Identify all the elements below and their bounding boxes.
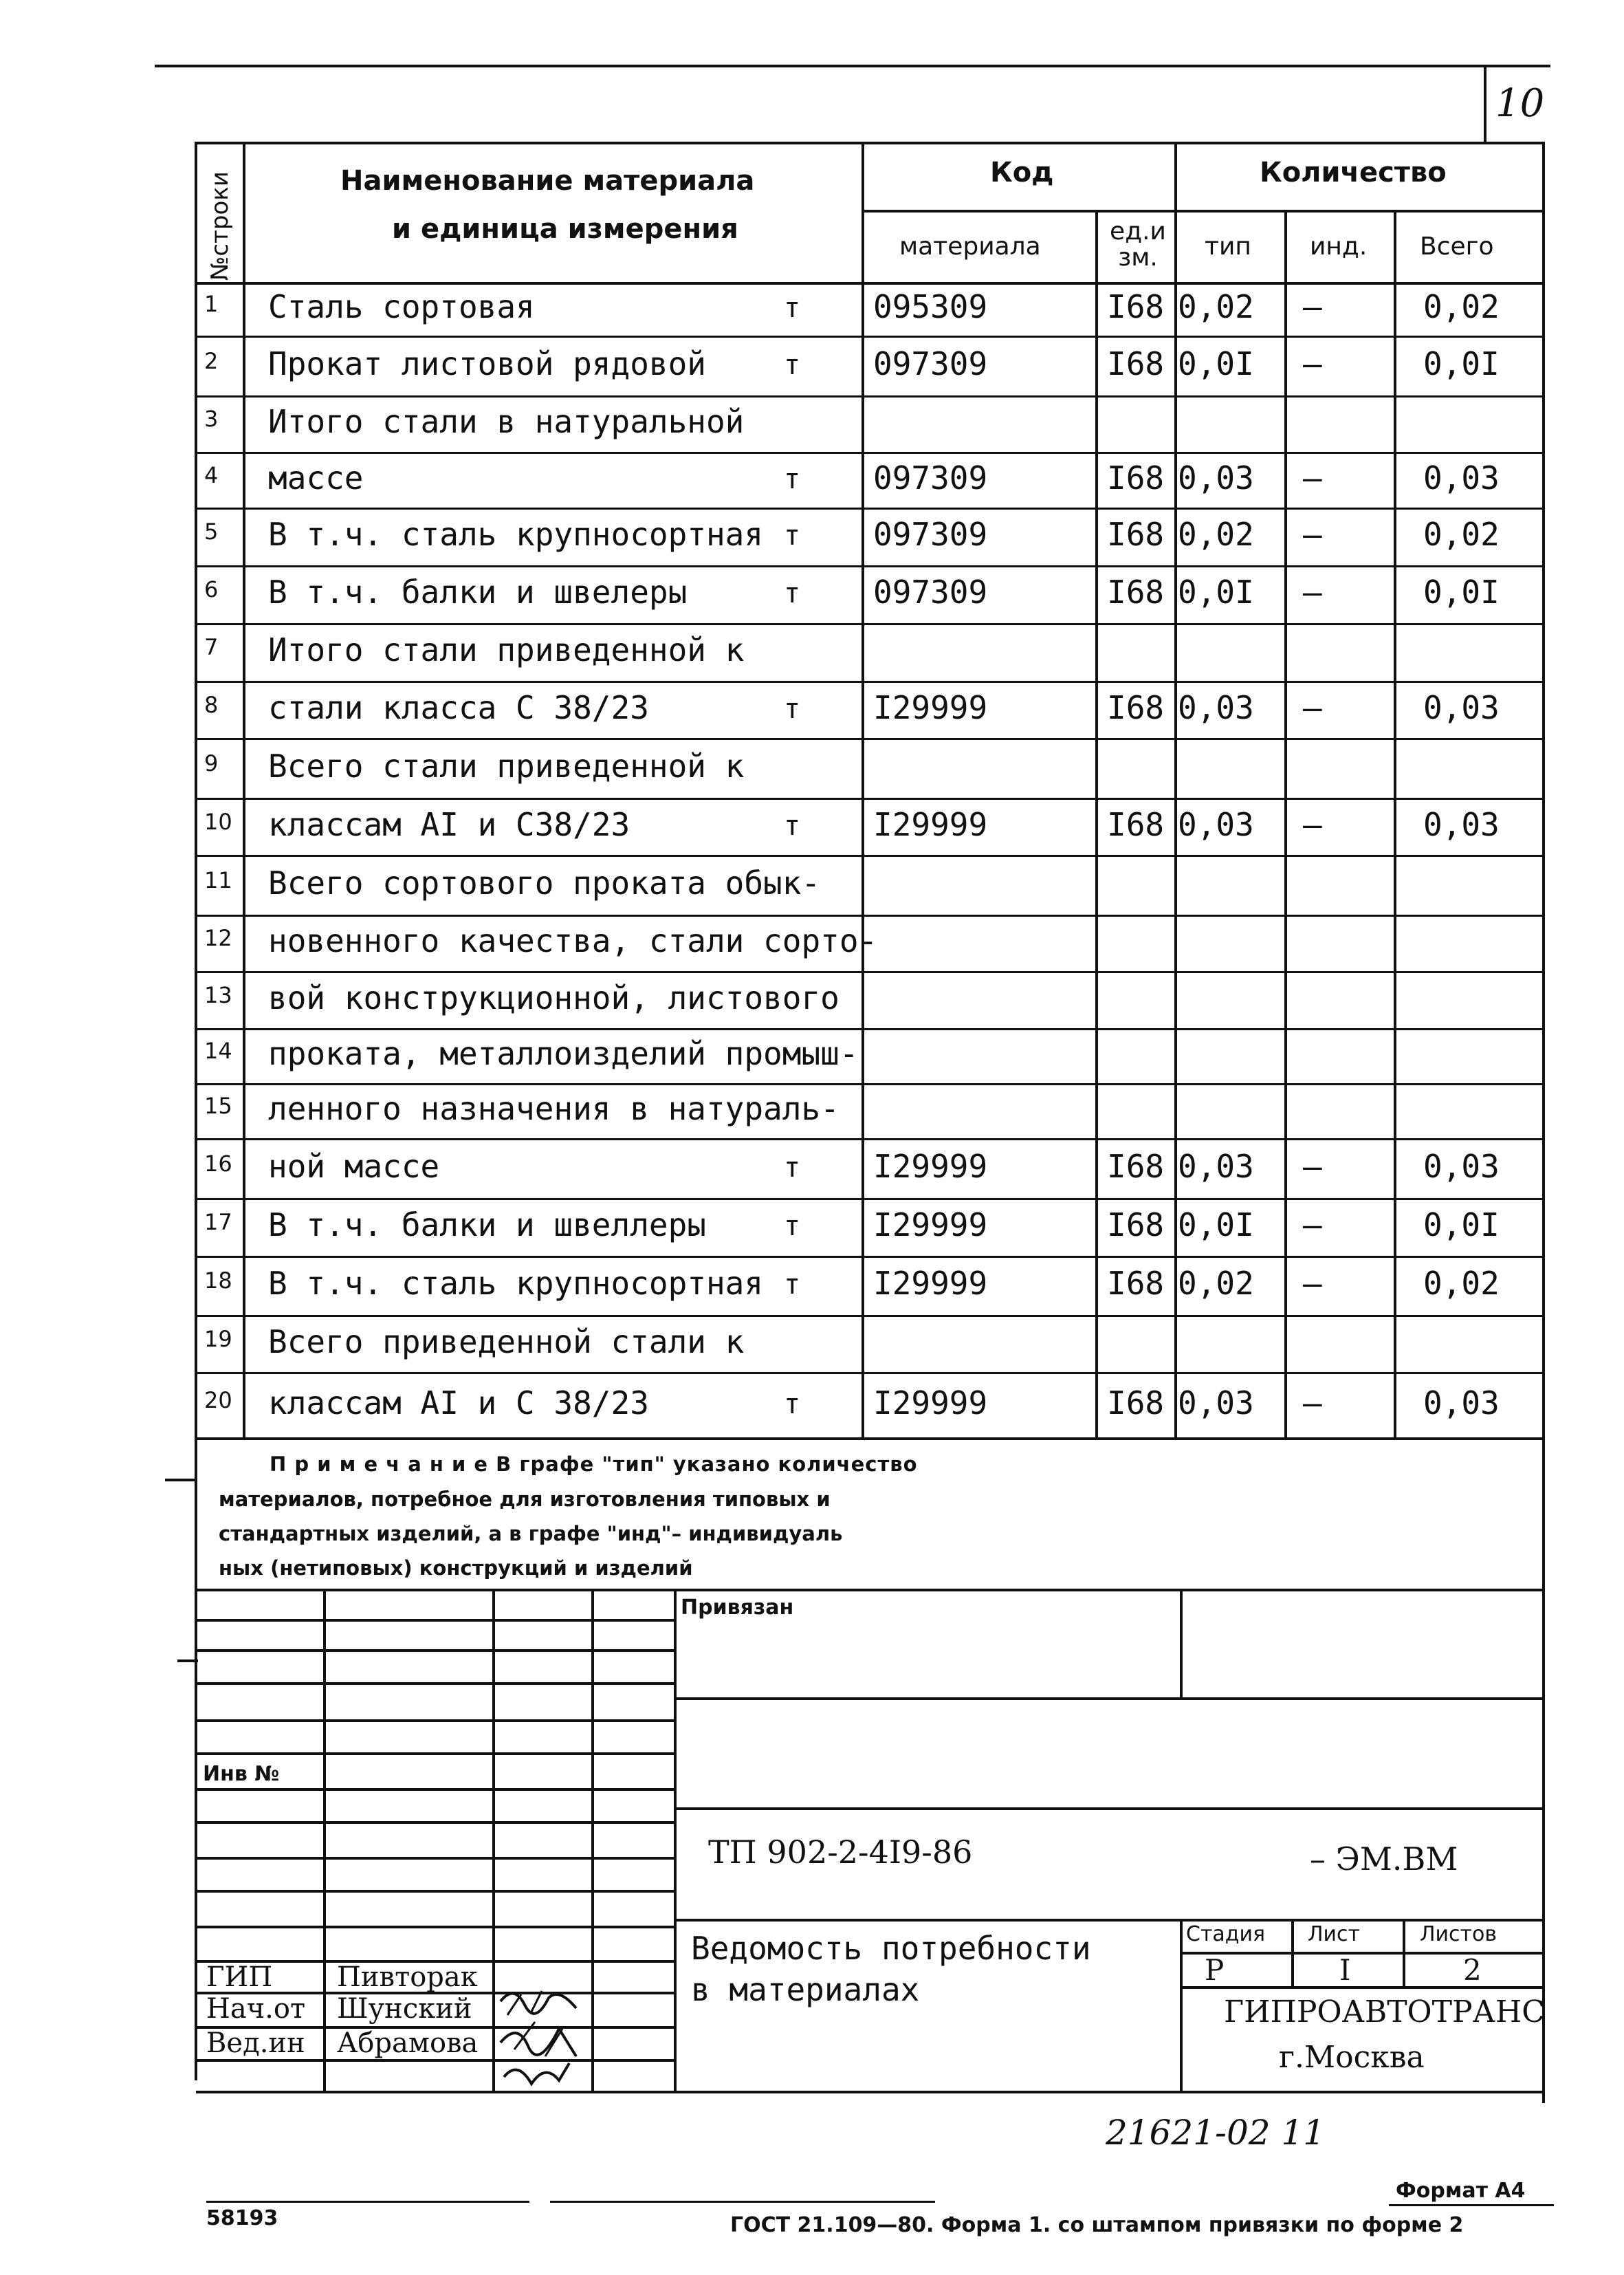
qty-total: 0,03 (1423, 1147, 1500, 1185)
footer-format: Формат А4 (1396, 2179, 1526, 2203)
material-name: ленного назначения в натураль- (268, 1090, 840, 1127)
row-number: 17 (204, 1209, 232, 1235)
row-number: 3 (204, 406, 219, 432)
stamp-privyazan: Привязан (681, 1596, 794, 1620)
unit-code: I68 (1107, 288, 1165, 325)
qty-total: 0,02 (1423, 288, 1500, 325)
qty-ind: – (1303, 1384, 1322, 1422)
qty-ind: – (1303, 459, 1322, 497)
material-code: I29999 (873, 805, 988, 843)
table-row (196, 508, 1545, 565)
qty-ind: – (1303, 288, 1322, 325)
qty-ind: – (1303, 1265, 1322, 1302)
row-number: 4 (204, 461, 219, 488)
stamp-title-line1: Ведомость потребности (691, 1930, 1091, 1967)
qty-total: 0,03 (1423, 1384, 1500, 1422)
material-code: I29999 (873, 688, 988, 726)
material-unit: т (784, 1388, 801, 1420)
row-number: 14 (204, 1038, 232, 1064)
table-row (196, 1028, 1545, 1083)
material-unit: т (784, 520, 801, 552)
note-line4: ных (нетиповых) конструкций и изделий (219, 1556, 693, 1580)
unit-code: I68 (1107, 345, 1165, 382)
header-qty-ind: инд. (1310, 232, 1368, 261)
material-name: Сталь сортовая (268, 288, 535, 325)
table-row (196, 1256, 1545, 1315)
qty-total: 0,03 (1423, 805, 1500, 843)
table-row (196, 738, 1545, 798)
qty-ind: – (1303, 1147, 1322, 1185)
qty-total: 0,02 (1423, 516, 1500, 553)
qty-type: 0,0I (1178, 574, 1254, 611)
row-number: 8 (204, 691, 219, 718)
qty-type: 0,0I (1178, 345, 1254, 382)
header-quantity: Количество (1260, 157, 1447, 188)
table-row (196, 565, 1545, 623)
row-number: 18 (204, 1267, 232, 1294)
table-row (196, 915, 1545, 971)
material-code: 097309 (873, 516, 988, 553)
table-row (196, 1315, 1545, 1372)
material-unit: т (784, 349, 801, 381)
qty-ind: – (1303, 345, 1322, 382)
material-unit: т (784, 578, 801, 609)
qty-ind: – (1303, 688, 1322, 726)
material-name: массе (268, 459, 364, 497)
header-code: Код (990, 157, 1054, 188)
footer-gost: ГОСТ 21.109—80. Форма 1. со штампом привязки по форме 2 (730, 2213, 1464, 2237)
footer-rule-right (1389, 2204, 1554, 2206)
header-name-line2: и единица измерения (392, 213, 738, 245)
qty-total: 0,0I (1423, 574, 1500, 611)
table-row (196, 282, 1545, 336)
material-name: Итого стали приведенной к (268, 631, 745, 668)
unit-code: I68 (1107, 1384, 1165, 1422)
header-qty-total: Всего (1420, 232, 1494, 261)
signer-name: Абрамова (337, 2027, 479, 2059)
qty-total: 0,03 (1423, 688, 1500, 726)
material-code: I29999 (873, 1265, 988, 1302)
material-unit: т (784, 809, 801, 842)
material-name: В т.ч. сталь крупносортная (268, 516, 764, 553)
table-row (196, 395, 1545, 452)
material-name: Всего стали приведенной к (268, 747, 745, 785)
material-name: В т.ч. сталь крупносортная (268, 1265, 764, 1302)
material-unit: т (784, 1210, 801, 1242)
header-code-material: материала (899, 232, 1041, 261)
footer-rule-left (206, 2201, 529, 2203)
material-unit: т (784, 1269, 801, 1300)
material-unit: т (784, 1151, 801, 1184)
row-number: 20 (204, 1386, 232, 1413)
footer-rule-mid (550, 2201, 935, 2203)
signer-name: Шунский (337, 1993, 472, 2025)
table-row (196, 1083, 1545, 1138)
row-number: 13 (204, 981, 232, 1008)
material-name: стали класса С 38/23 (268, 688, 649, 726)
unit-code: I68 (1107, 1147, 1165, 1185)
stamp-title-line2: в материалах (691, 1971, 920, 2008)
material-name: новенного качества, стали сорто- (268, 922, 878, 959)
qty-ind: – (1303, 805, 1322, 843)
material-name: классам АI и С 38/23 (268, 1384, 649, 1422)
material-code: I29999 (873, 1147, 988, 1185)
table-row (196, 623, 1545, 681)
note-line3: стандартных изделий, а в графе "инд"– индивидуаль (219, 1522, 843, 1545)
row-number: 12 (204, 925, 232, 951)
unit-code: I68 (1107, 459, 1165, 497)
material-code: 097309 (873, 459, 988, 497)
qty-type: 0,02 (1178, 288, 1254, 325)
stamp-inv-no: Инв № (203, 1762, 280, 1786)
row-number: 6 (204, 576, 219, 602)
unit-code: I68 (1107, 805, 1165, 843)
table-row (196, 336, 1545, 395)
row-number: 15 (204, 1093, 232, 1119)
material-name: Итого стали в натуральной (268, 403, 745, 440)
handwritten-doc-number: 21621-02 11 (1106, 2113, 1326, 2153)
unit-code: I68 (1107, 1265, 1165, 1302)
stamp-sheets-value: 2 (1463, 1953, 1482, 1987)
table-row (196, 452, 1545, 508)
signer-name: Пивторак (337, 1961, 478, 1993)
qty-total: 0,0I (1423, 345, 1500, 382)
signer-role: Вед.ин (206, 2027, 305, 2059)
unit-code: I68 (1107, 688, 1165, 726)
unit-code: I68 (1107, 574, 1165, 611)
material-code: 095309 (873, 288, 988, 325)
margin-tick (165, 1479, 196, 1481)
stamp-sheet-label: Лист (1308, 1922, 1361, 1946)
stamp-stage-value: Р (1205, 1953, 1225, 1987)
table-row (196, 971, 1545, 1028)
stamp-org-line1: ГИПРОАВТОТРАНС (1224, 1994, 1545, 2029)
material-name: проката, металлоизделий промыш- (268, 1035, 859, 1072)
stamp-doc-suffix: – ЭМ.ВМ (1310, 1840, 1458, 1877)
qty-total: 0,03 (1423, 459, 1500, 497)
qty-type: 0,03 (1178, 459, 1254, 497)
header-qty-type: тип (1205, 232, 1251, 261)
table-row (196, 1198, 1545, 1256)
signer-role: ГИП (206, 1961, 273, 1993)
material-name: В т.ч. балки и швеллеры (268, 1206, 706, 1243)
row-number: 2 (204, 347, 219, 374)
row-number: 5 (204, 519, 219, 545)
qty-type: 0,0I (1178, 1206, 1254, 1243)
qty-type: 0,03 (1178, 805, 1254, 843)
table-row (196, 681, 1545, 738)
qty-ind: – (1303, 516, 1322, 553)
note-line1: П р и м е ч а н и е В графе "тип" указано количество (270, 1452, 918, 1476)
table-row (196, 1138, 1545, 1198)
material-name: вой конструкционной, листового (268, 979, 840, 1016)
row-number: 11 (204, 867, 232, 893)
top-rule (155, 65, 1550, 67)
unit-code: I68 (1107, 516, 1165, 553)
stamp-doc-code: ТП 902-2-4I9-86 (708, 1833, 973, 1871)
page-number: 10 (1495, 81, 1545, 126)
header-row-number: №строки (206, 171, 234, 281)
qty-type: 0,03 (1178, 1384, 1254, 1422)
stamp-sheets-label: Листов (1420, 1922, 1497, 1946)
qty-type: 0,02 (1178, 1265, 1254, 1302)
row-number: 9 (204, 750, 219, 776)
material-name: Прокат листовой рядовой (268, 345, 706, 382)
material-code: 097309 (873, 574, 988, 611)
material-name: В т.ч. балки и швелеры (268, 574, 688, 611)
material-name: Всего приведенной стали к (268, 1322, 745, 1360)
row-number: 19 (204, 1325, 232, 1352)
qty-ind: – (1303, 1206, 1322, 1243)
row-number: 1 (204, 291, 219, 317)
signer-role: Нач.от (206, 1993, 306, 2025)
unit-code: I68 (1107, 1206, 1165, 1243)
material-code: I29999 (873, 1206, 988, 1243)
qty-ind: – (1303, 574, 1322, 611)
signature-scribbles (494, 1981, 590, 2091)
material-unit: т (784, 463, 801, 495)
material-code: 097309 (873, 345, 988, 382)
header-code-unit: ед.изм. (1110, 217, 1166, 272)
qty-total: 0,02 (1423, 1265, 1500, 1302)
table-row (196, 798, 1545, 855)
stamp-stage-label: Стадия (1186, 1922, 1266, 1946)
page-number-divider (1484, 67, 1486, 143)
row-number: 10 (204, 808, 232, 835)
material-name: классам АI и С38/23 (268, 805, 630, 843)
row-number: 7 (204, 634, 219, 660)
table-row (196, 855, 1545, 915)
material-name: ной массе (268, 1147, 440, 1185)
qty-type: 0,03 (1178, 1147, 1254, 1185)
material-unit: т (784, 693, 801, 725)
material-name: Всего сортового проката обык- (268, 864, 821, 902)
note-line2: материалов, потребное для изготовления типовых и (219, 1488, 831, 1511)
qty-type: 0,03 (1178, 688, 1254, 726)
footer-left-code: 58193 (206, 2206, 278, 2230)
material-unit: т (784, 292, 801, 324)
stamp-sheet-value: I (1339, 1953, 1351, 1987)
header-name-line1: Наименование материала (340, 165, 755, 197)
qty-type: 0,02 (1178, 516, 1254, 553)
table-row (196, 1372, 1545, 1437)
stamp-org-line2: г.Москва (1279, 2040, 1425, 2075)
material-code: I29999 (873, 1384, 988, 1422)
qty-total: 0,0I (1423, 1206, 1500, 1243)
row-number: 16 (204, 1150, 232, 1177)
